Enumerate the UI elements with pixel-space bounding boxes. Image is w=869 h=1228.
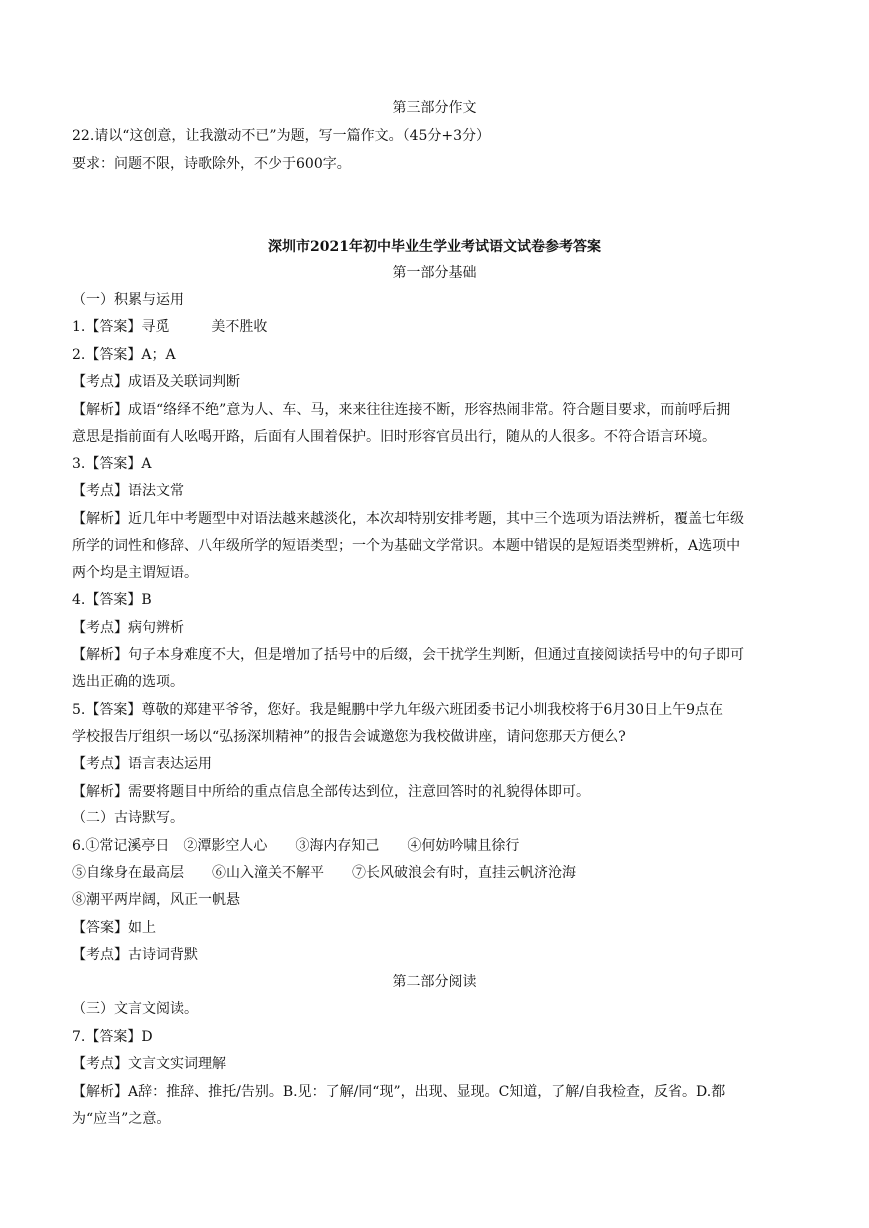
q3-analysis-line3: 两个均是主谓短语。 xyxy=(72,565,198,581)
q7-analysis-line2: 为“应当”之意。 xyxy=(72,1111,171,1127)
section2-heading: （二）古诗默写。 xyxy=(72,810,184,826)
q4-answer: 4.【答案】B xyxy=(72,592,152,608)
q6-line3: ⑧潮平两岸阔，风正一帆悬 xyxy=(72,892,240,908)
q7-answer: 7.【答案】D xyxy=(72,1029,153,1045)
essay-requirement: 要求：问题不限，诗歌除外，不少于600字。 xyxy=(72,156,351,172)
q5-point: 【考点】语言表达运用 xyxy=(72,756,212,772)
q2-point: 【考点】成语及关联词判断 xyxy=(72,374,240,390)
part2-title: 第二部分阅读 xyxy=(392,974,477,990)
part1-title: 第一部分基础 xyxy=(392,265,477,281)
q3-answer: 3.【答案】A xyxy=(72,456,152,472)
q2-analysis-line2: 意思是指前面有人吆喝开路，后面有人围着保护。旧时形容官员出行，随从的人很多。不符合语言环境。 xyxy=(72,429,716,445)
q4-analysis-line1: 【解析】句子本身难度不大，但是增加了括号中的后缀，会干扰学生判断，但通过直接阅读括号中的句子即可 xyxy=(72,647,744,663)
q6-line2: ⑤自缘身在最高层 ⑥山入潼关不解平 ⑦长风破浪会有时，直挂云帆济沧海 xyxy=(72,865,576,881)
q5-answer-line1: 5.【答案】尊敬的郑建平爷爷，您好。我是鲲鹏中学九年级六班团委书记小圳我校将于6月30日上午9点在 xyxy=(72,702,723,718)
q2-analysis-line1: 【解析】成语“络绎不绝”意为人、车、马，来来往往连接不断，形容热闹非常。符合题目要求，而前呼后拥 xyxy=(72,402,731,418)
q6-line1: 6.①常记溪亭日 ②潭影空人心 ③海内存知己 ④何妨吟啸且徐行 xyxy=(72,838,520,854)
q5-analysis: 【解析】需要将题目中所给的重点信息全部传达到位，注意回答时的礼貌得体即可。 xyxy=(72,784,590,800)
q7-point: 【考点】文言文实词理解 xyxy=(72,1056,226,1072)
question-22: 22.请以“这创意，让我激动不已”为题，写一篇作文。（45分+3分） xyxy=(72,128,491,144)
q3-point: 【考点】语法文常 xyxy=(72,483,184,499)
section1-heading: （一）积累与运用 xyxy=(72,292,184,308)
q5-answer-line2: 学校报告厅组织一场以“弘扬深圳精神”的报告会诚邀您为我校做讲座，请问您那天方便么? xyxy=(72,729,626,745)
q6-point: 【考点】古诗词背默 xyxy=(72,947,198,963)
q4-point: 【考点】病句辨析 xyxy=(72,620,184,636)
q2-answer: 2.【答案】A；A xyxy=(72,347,176,363)
q3-analysis-line2: 所学的词性和修辞、八年级所学的短语类型；一个为基础文学常识。本题中错误的是短语类型辨析，A选项中 xyxy=(72,538,741,554)
q3-analysis-line1: 【解析】近几年中考题型中对语法越来越淡化，本次却特别安排考题，其中三个选项为语法辨析，覆盖七年级 xyxy=(72,511,744,527)
q6-answer: 【答案】如上 xyxy=(72,920,156,936)
q7-analysis-line1: 【解析】A辞：推辞、推托/告别。B.见：了解/同“现”，出现、显现。C知道，了解/自我检查，反省。D.都 xyxy=(72,1084,726,1100)
q4-analysis-line2: 选出正确的选项。 xyxy=(72,674,184,690)
answer-key-title: 深圳市2021年初中毕业生学业考试语文试卷参考答案 xyxy=(268,239,601,255)
section3-heading: （三）文言文阅读。 xyxy=(72,1001,198,1017)
q1-answer: 1.【答案】寻觅 美不胜收 xyxy=(72,319,268,335)
part3-title: 第三部分作文 xyxy=(392,100,477,116)
